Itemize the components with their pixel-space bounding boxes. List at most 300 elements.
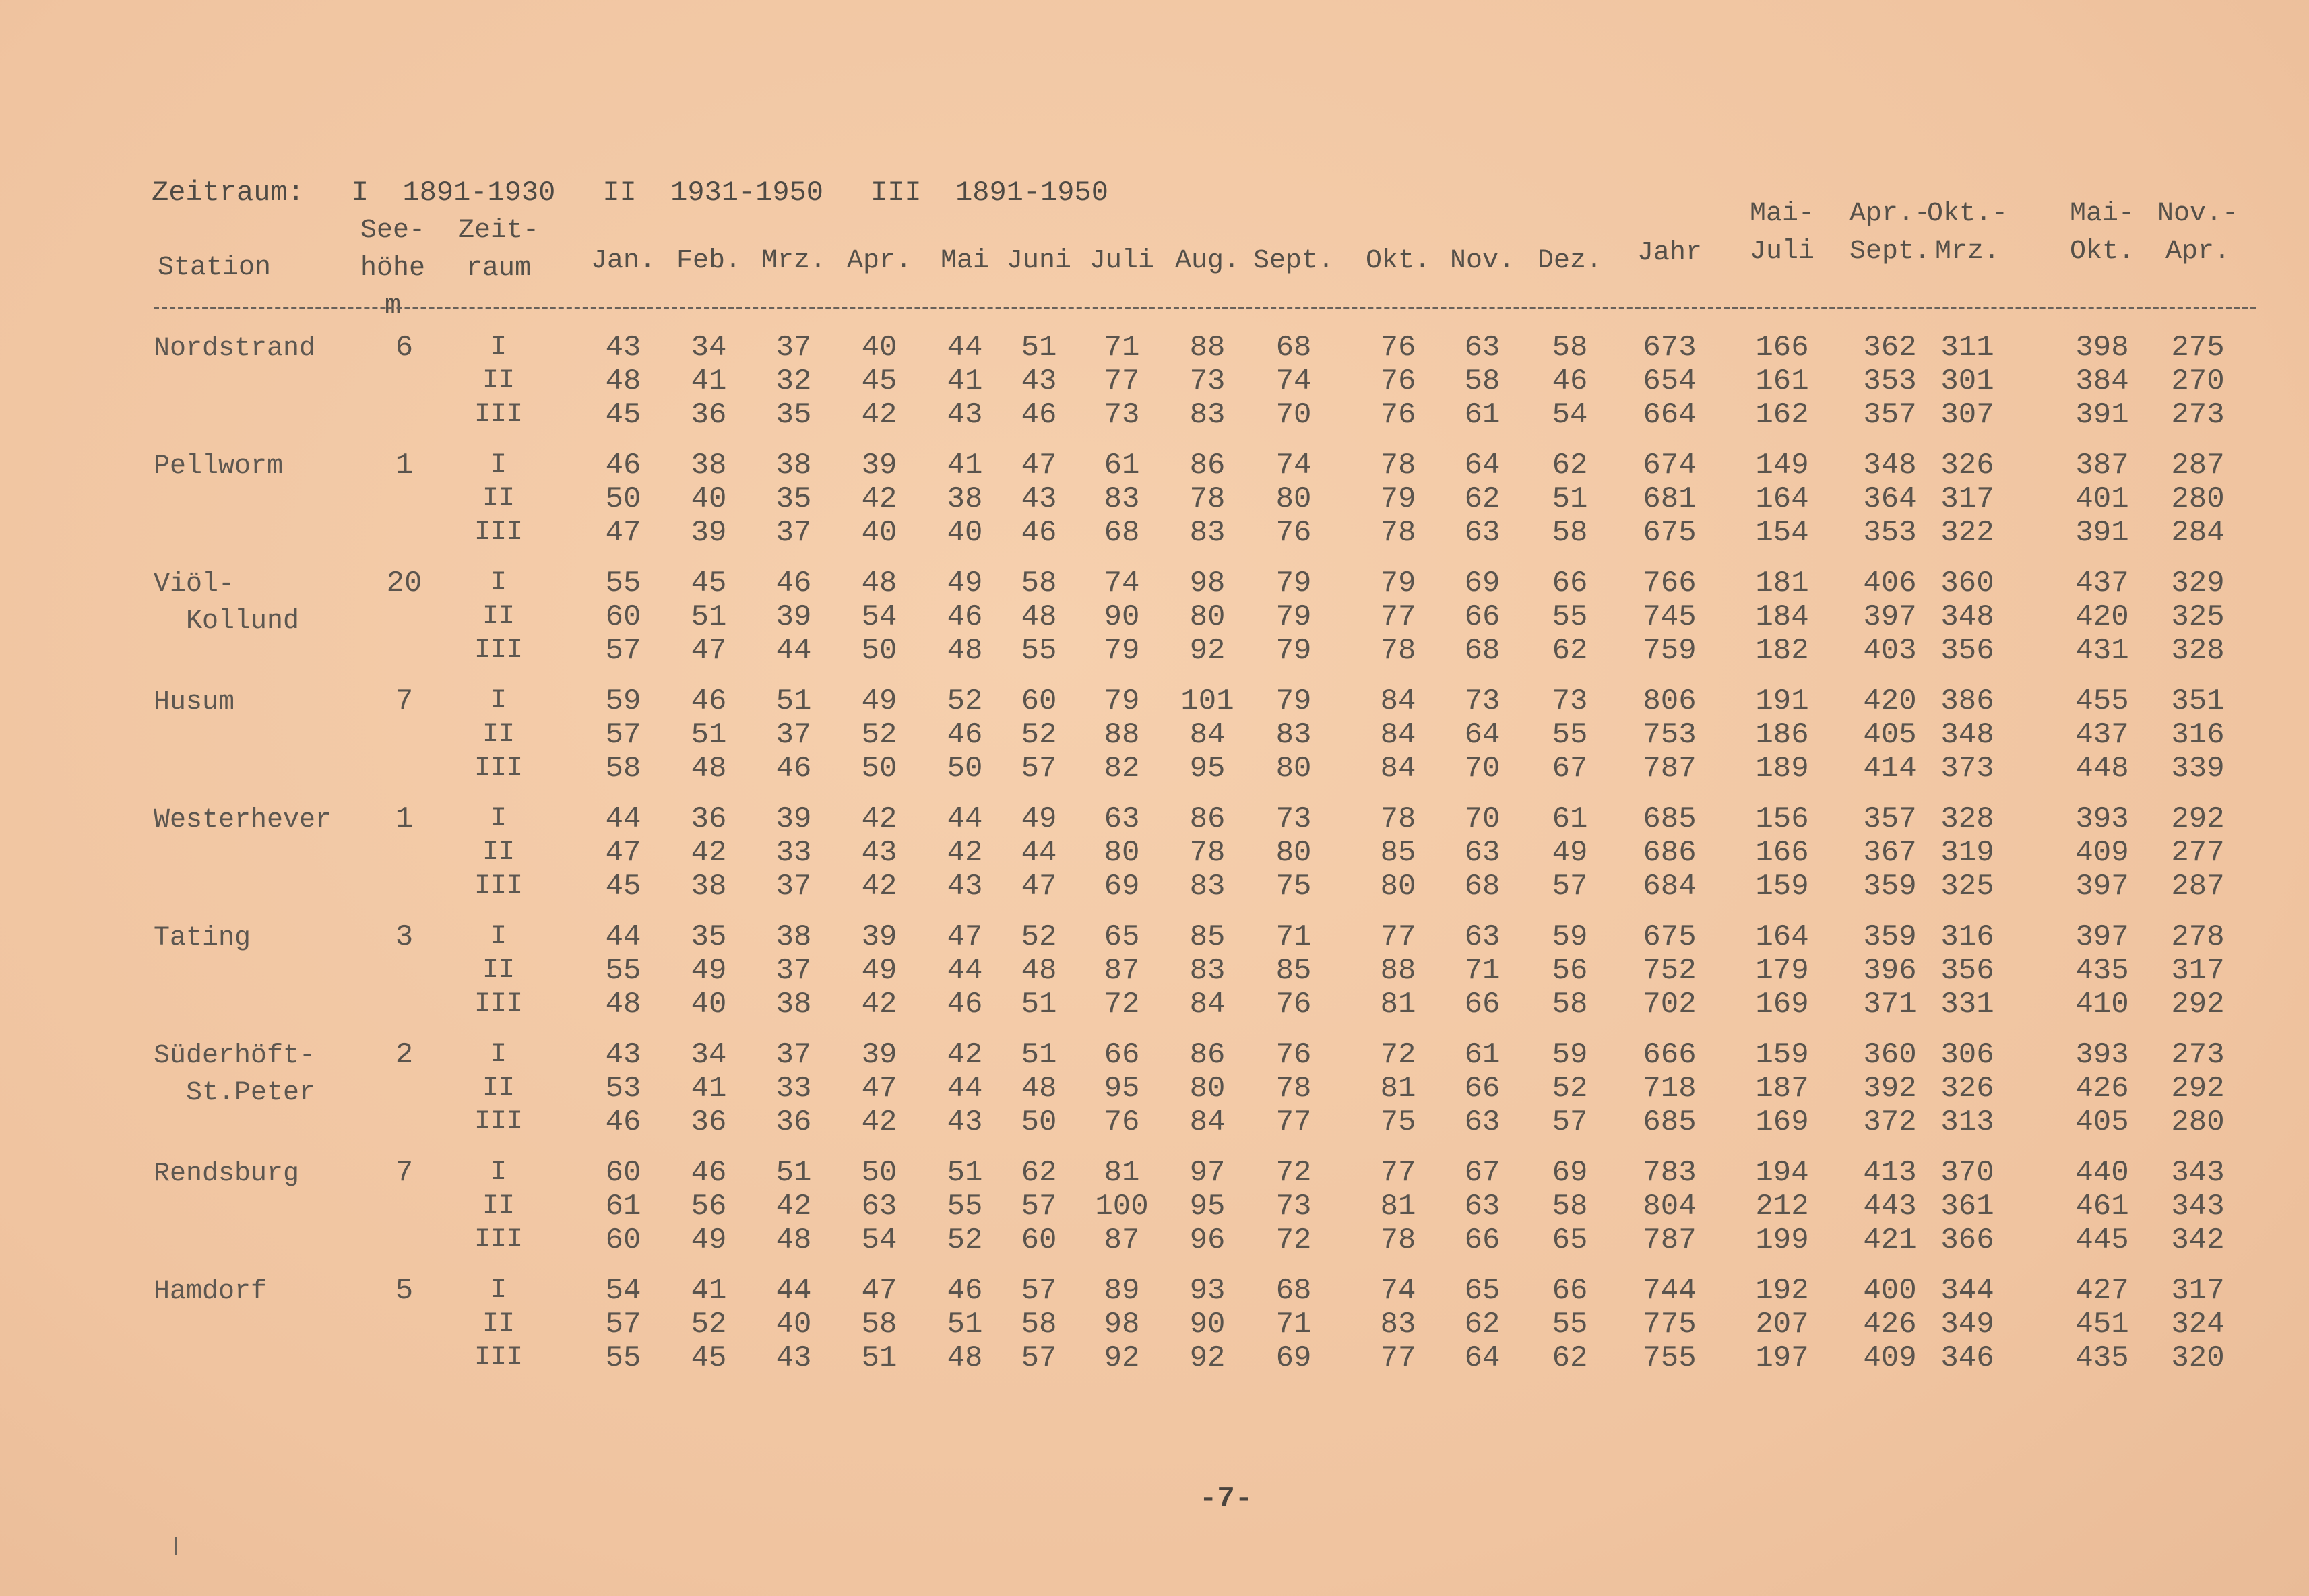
value-cell: 164 bbox=[1755, 482, 1809, 516]
header-month: Dez. bbox=[1537, 246, 1602, 276]
value-cell: 292 bbox=[2171, 988, 2225, 1021]
value-cell: 67 bbox=[1552, 752, 1588, 786]
value-cell: 331 bbox=[1940, 988, 1994, 1021]
value-cell: 74 bbox=[1275, 449, 1312, 482]
value-cell: 44 bbox=[776, 634, 812, 668]
value-cell: 396 bbox=[1863, 954, 1917, 988]
value-cell: 55 bbox=[605, 567, 641, 600]
value-cell: 353 bbox=[1863, 516, 1917, 550]
value-cell: 351 bbox=[2171, 684, 2225, 718]
value-cell: 80 bbox=[1189, 1072, 1226, 1106]
value-cell: 36 bbox=[691, 1106, 727, 1139]
value-cell: 51 bbox=[947, 1156, 983, 1190]
value-cell: 61 bbox=[605, 1190, 641, 1223]
value-cell: 79 bbox=[1104, 634, 1140, 668]
value-cell: 357 bbox=[1863, 398, 1917, 432]
value-cell: 93 bbox=[1189, 1274, 1226, 1308]
period-cell: II bbox=[482, 602, 515, 632]
value-cell: 79 bbox=[1104, 684, 1140, 718]
value-cell: 57 bbox=[605, 1308, 641, 1341]
value-cell: 65 bbox=[1552, 1223, 1588, 1257]
value-cell: 87 bbox=[1104, 1223, 1140, 1257]
station-name: Rendsburg bbox=[154, 1159, 300, 1189]
value-cell: 101 bbox=[1180, 684, 1234, 718]
value-cell: 684 bbox=[1643, 870, 1697, 903]
value-cell: 348 bbox=[1940, 718, 1994, 752]
value-cell: 59 bbox=[1552, 1038, 1588, 1072]
value-cell: 685 bbox=[1643, 1106, 1697, 1139]
value-cell: 745 bbox=[1643, 600, 1697, 634]
value-cell: 76 bbox=[1380, 398, 1416, 432]
period-cell: II bbox=[482, 837, 515, 868]
value-cell: 39 bbox=[861, 920, 897, 954]
value-cell: 63 bbox=[1464, 1190, 1500, 1223]
value-cell: 409 bbox=[2075, 836, 2129, 870]
value-cell: 84 bbox=[1189, 718, 1226, 752]
value-cell: 326 bbox=[1940, 449, 1994, 482]
value-cell: 71 bbox=[1275, 1308, 1312, 1341]
value-cell: 702 bbox=[1643, 988, 1697, 1021]
value-cell: 182 bbox=[1755, 634, 1809, 668]
value-cell: 448 bbox=[2075, 752, 2129, 786]
value-cell: 164 bbox=[1755, 920, 1809, 954]
station-name: Westerhever bbox=[154, 805, 332, 835]
value-cell: 47 bbox=[947, 920, 983, 954]
value-cell: 775 bbox=[1643, 1308, 1697, 1341]
value-cell: 273 bbox=[2171, 398, 2225, 432]
value-cell: 39 bbox=[776, 600, 812, 634]
value-cell: 184 bbox=[1755, 600, 1809, 634]
period-cell: II bbox=[482, 1073, 515, 1104]
value-cell: 37 bbox=[776, 1038, 812, 1072]
value-cell: 78 bbox=[1380, 449, 1416, 482]
value-cell: 78 bbox=[1380, 516, 1416, 550]
value-cell: 61 bbox=[1464, 398, 1500, 432]
value-cell: 41 bbox=[691, 364, 727, 398]
station-name: Hamdorf bbox=[154, 1277, 267, 1307]
value-cell: 348 bbox=[1940, 600, 1994, 634]
value-cell: 342 bbox=[2171, 1223, 2225, 1257]
value-cell: 685 bbox=[1643, 802, 1697, 836]
header-height: See- höhe m bbox=[360, 216, 425, 321]
value-cell: 52 bbox=[947, 684, 983, 718]
header-season-sum: Apr.- Sept. bbox=[1849, 199, 1931, 267]
value-cell: 339 bbox=[2171, 752, 2225, 786]
value-cell: 371 bbox=[1863, 988, 1917, 1021]
period-legend bbox=[152, 177, 1108, 209]
value-cell: 181 bbox=[1755, 567, 1809, 600]
value-cell: 45 bbox=[605, 398, 641, 432]
value-cell: 356 bbox=[1940, 634, 1994, 668]
header-month: Nov. bbox=[1449, 246, 1515, 276]
value-cell: 84 bbox=[1380, 684, 1416, 718]
value-cell: 37 bbox=[776, 516, 812, 550]
value-cell: 48 bbox=[947, 1341, 983, 1375]
value-cell: 384 bbox=[2075, 364, 2129, 398]
value-cell: 44 bbox=[605, 920, 641, 954]
value-cell: 199 bbox=[1755, 1223, 1809, 1257]
value-cell: 55 bbox=[947, 1190, 983, 1223]
value-cell: 49 bbox=[1552, 836, 1588, 870]
period-cell: II bbox=[482, 1191, 515, 1221]
value-cell: 57 bbox=[605, 718, 641, 752]
value-cell: 56 bbox=[1552, 954, 1588, 988]
value-cell: 50 bbox=[1021, 1106, 1057, 1139]
station-name: Süderhöft- St.Peter bbox=[154, 1041, 316, 1108]
value-cell: 440 bbox=[2075, 1156, 2129, 1190]
value-cell: 97 bbox=[1189, 1156, 1226, 1190]
value-cell: 443 bbox=[1863, 1190, 1917, 1223]
value-cell: 54 bbox=[861, 600, 897, 634]
value-cell: 759 bbox=[1643, 634, 1697, 668]
value-cell: 426 bbox=[1863, 1308, 1917, 1341]
value-cell: 273 bbox=[2171, 1038, 2225, 1072]
period-cell: I bbox=[490, 450, 507, 480]
value-cell: 161 bbox=[1755, 364, 1809, 398]
value-cell: 162 bbox=[1755, 398, 1809, 432]
value-cell: 72 bbox=[1275, 1156, 1312, 1190]
value-cell: 51 bbox=[1021, 1038, 1057, 1072]
station-height: 3 bbox=[395, 920, 414, 954]
value-cell: 55 bbox=[1552, 1308, 1588, 1341]
value-cell: 90 bbox=[1104, 600, 1140, 634]
value-cell: 179 bbox=[1755, 954, 1809, 988]
value-cell: 66 bbox=[1464, 1072, 1500, 1106]
value-cell: 169 bbox=[1755, 988, 1809, 1021]
value-cell: 49 bbox=[1021, 802, 1057, 836]
value-cell: 81 bbox=[1380, 1072, 1416, 1106]
value-cell: 89 bbox=[1104, 1274, 1140, 1308]
value-cell: 78 bbox=[1189, 482, 1226, 516]
value-cell: 287 bbox=[2171, 870, 2225, 903]
value-cell: 42 bbox=[861, 870, 897, 903]
value-cell: 33 bbox=[776, 836, 812, 870]
value-cell: 86 bbox=[1189, 1038, 1226, 1072]
value-cell: 41 bbox=[947, 449, 983, 482]
value-cell: 86 bbox=[1189, 449, 1226, 482]
value-cell: 45 bbox=[691, 567, 727, 600]
value-cell: 39 bbox=[861, 449, 897, 482]
value-cell: 51 bbox=[1021, 988, 1057, 1021]
value-cell: 85 bbox=[1275, 954, 1312, 988]
period-cell: III bbox=[474, 1225, 523, 1255]
value-cell: 76 bbox=[1275, 516, 1312, 550]
value-cell: 362 bbox=[1863, 331, 1917, 364]
value-cell: 58 bbox=[605, 752, 641, 786]
value-cell: 57 bbox=[1021, 1274, 1057, 1308]
value-cell: 366 bbox=[1940, 1223, 1994, 1257]
value-cell: 88 bbox=[1104, 718, 1140, 752]
value-cell: 50 bbox=[861, 634, 897, 668]
value-cell: 46 bbox=[691, 684, 727, 718]
value-cell: 37 bbox=[776, 718, 812, 752]
value-cell: 52 bbox=[947, 1223, 983, 1257]
value-cell: 92 bbox=[1104, 1341, 1140, 1375]
value-cell: 83 bbox=[1380, 1308, 1416, 1341]
header-divider bbox=[154, 307, 2256, 309]
value-cell: 95 bbox=[1189, 1190, 1226, 1223]
value-cell: 60 bbox=[1021, 1223, 1057, 1257]
value-cell: 70 bbox=[1275, 398, 1312, 432]
value-cell: 301 bbox=[1940, 364, 1994, 398]
value-cell: 46 bbox=[776, 752, 812, 786]
value-cell: 353 bbox=[1863, 364, 1917, 398]
value-cell: 344 bbox=[1940, 1274, 1994, 1308]
value-cell: 426 bbox=[2075, 1072, 2129, 1106]
value-cell: 357 bbox=[1863, 802, 1917, 836]
value-cell: 47 bbox=[1021, 870, 1057, 903]
value-cell: 63 bbox=[1464, 1106, 1500, 1139]
value-cell: 44 bbox=[947, 802, 983, 836]
value-cell: 34 bbox=[691, 1038, 727, 1072]
value-cell: 61 bbox=[1552, 802, 1588, 836]
value-cell: 405 bbox=[1863, 718, 1917, 752]
value-cell: 48 bbox=[605, 988, 641, 1021]
value-cell: 36 bbox=[691, 802, 727, 836]
value-cell: 46 bbox=[947, 718, 983, 752]
station-height: 1 bbox=[395, 449, 414, 482]
station-name: Viöl- Kollund bbox=[154, 569, 300, 637]
value-cell: 60 bbox=[605, 1223, 641, 1257]
value-cell: 44 bbox=[605, 802, 641, 836]
value-cell: 43 bbox=[861, 836, 897, 870]
value-cell: 52 bbox=[1021, 718, 1057, 752]
value-cell: 414 bbox=[1863, 752, 1917, 786]
value-cell: 47 bbox=[605, 836, 641, 870]
value-cell: 73 bbox=[1552, 684, 1588, 718]
value-cell: 58 bbox=[1021, 567, 1057, 600]
value-cell: 75 bbox=[1275, 870, 1312, 903]
value-cell: 82 bbox=[1104, 752, 1140, 786]
value-cell: 43 bbox=[1021, 482, 1057, 516]
period-cell: III bbox=[474, 989, 523, 1019]
value-cell: 61 bbox=[1464, 1038, 1500, 1072]
value-cell: 401 bbox=[2075, 482, 2129, 516]
header-period: Zeit- raum bbox=[457, 216, 540, 284]
value-cell: 46 bbox=[1552, 364, 1588, 398]
value-cell: 48 bbox=[1021, 600, 1057, 634]
value-cell: 43 bbox=[776, 1341, 812, 1375]
value-cell: 80 bbox=[1104, 836, 1140, 870]
value-cell: 37 bbox=[776, 954, 812, 988]
value-cell: 69 bbox=[1552, 1156, 1588, 1190]
value-cell: 57 bbox=[1021, 752, 1057, 786]
value-cell: 47 bbox=[1021, 449, 1057, 482]
value-cell: 43 bbox=[947, 398, 983, 432]
value-cell: 66 bbox=[1104, 1038, 1140, 1072]
value-cell: 40 bbox=[776, 1308, 812, 1341]
value-cell: 52 bbox=[1021, 920, 1057, 954]
value-cell: 76 bbox=[1380, 331, 1416, 364]
value-cell: 386 bbox=[1940, 684, 1994, 718]
value-cell: 391 bbox=[2075, 398, 2129, 432]
value-cell: 149 bbox=[1755, 449, 1809, 482]
value-cell: 317 bbox=[2171, 1274, 2225, 1308]
value-cell: 42 bbox=[947, 1038, 983, 1072]
value-cell: 85 bbox=[1189, 920, 1226, 954]
value-cell: 38 bbox=[691, 870, 727, 903]
value-cell: 51 bbox=[691, 600, 727, 634]
period-cell: II bbox=[482, 366, 515, 396]
value-cell: 39 bbox=[691, 516, 727, 550]
value-cell: 83 bbox=[1189, 398, 1226, 432]
period-cell: I bbox=[490, 1275, 507, 1306]
value-cell: 51 bbox=[861, 1341, 897, 1375]
value-cell: 43 bbox=[947, 870, 983, 903]
value-cell: 349 bbox=[1940, 1308, 1994, 1341]
header-season-sum: Nov.- Apr. bbox=[2157, 199, 2239, 267]
value-cell: 73 bbox=[1104, 398, 1140, 432]
value-cell: 36 bbox=[691, 398, 727, 432]
value-cell: 360 bbox=[1940, 567, 1994, 600]
value-cell: 58 bbox=[1552, 331, 1588, 364]
value-cell: 372 bbox=[1863, 1106, 1917, 1139]
value-cell: 32 bbox=[776, 364, 812, 398]
value-cell: 79 bbox=[1275, 684, 1312, 718]
value-cell: 52 bbox=[691, 1308, 727, 1341]
value-cell: 48 bbox=[1021, 954, 1057, 988]
value-cell: 73 bbox=[1464, 684, 1500, 718]
header-month: Mai bbox=[940, 246, 989, 276]
value-cell: 80 bbox=[1275, 836, 1312, 870]
value-cell: 49 bbox=[691, 1223, 727, 1257]
value-cell: 77 bbox=[1275, 1106, 1312, 1139]
value-cell: 40 bbox=[947, 516, 983, 550]
value-cell: 42 bbox=[861, 482, 897, 516]
station-height: 5 bbox=[395, 1274, 414, 1308]
value-cell: 159 bbox=[1755, 870, 1809, 903]
value-cell: 92 bbox=[1189, 634, 1226, 668]
value-cell: 44 bbox=[947, 954, 983, 988]
value-cell: 51 bbox=[947, 1308, 983, 1341]
value-cell: 44 bbox=[776, 1274, 812, 1308]
value-cell: 207 bbox=[1755, 1308, 1809, 1341]
value-cell: 38 bbox=[776, 988, 812, 1021]
period-cell: I bbox=[490, 804, 507, 834]
value-cell: 328 bbox=[2171, 634, 2225, 668]
value-cell: 49 bbox=[691, 954, 727, 988]
station-height: 6 bbox=[395, 331, 414, 364]
value-cell: 62 bbox=[1552, 449, 1588, 482]
value-cell: 319 bbox=[1940, 836, 1994, 870]
value-cell: 76 bbox=[1104, 1106, 1140, 1139]
value-cell: 80 bbox=[1380, 870, 1416, 903]
value-cell: 191 bbox=[1755, 684, 1809, 718]
value-cell: 88 bbox=[1189, 331, 1226, 364]
value-cell: 159 bbox=[1755, 1038, 1809, 1072]
value-cell: 40 bbox=[691, 482, 727, 516]
value-cell: 78 bbox=[1380, 634, 1416, 668]
value-cell: 71 bbox=[1275, 920, 1312, 954]
value-cell: 154 bbox=[1755, 516, 1809, 550]
value-cell: 55 bbox=[605, 954, 641, 988]
value-cell: 43 bbox=[605, 331, 641, 364]
value-cell: 421 bbox=[1863, 1223, 1917, 1257]
value-cell: 79 bbox=[1275, 634, 1312, 668]
value-cell: 78 bbox=[1275, 1072, 1312, 1106]
value-cell: 50 bbox=[605, 482, 641, 516]
value-cell: 322 bbox=[1940, 516, 1994, 550]
value-cell: 455 bbox=[2075, 684, 2129, 718]
value-cell: 397 bbox=[2075, 870, 2129, 903]
value-cell: 62 bbox=[1021, 1156, 1057, 1190]
value-cell: 85 bbox=[1380, 836, 1416, 870]
value-cell: 66 bbox=[1552, 567, 1588, 600]
value-cell: 52 bbox=[861, 718, 897, 752]
station-height: 7 bbox=[395, 684, 414, 718]
value-cell: 63 bbox=[1464, 920, 1500, 954]
value-cell: 755 bbox=[1643, 1341, 1697, 1375]
value-cell: 73 bbox=[1189, 364, 1226, 398]
header-year: Jahr bbox=[1637, 238, 1702, 268]
value-cell: 783 bbox=[1643, 1156, 1697, 1190]
value-cell: 66 bbox=[1552, 1274, 1588, 1308]
value-cell: 406 bbox=[1863, 567, 1917, 600]
station-height: 2 bbox=[395, 1038, 414, 1072]
value-cell: 391 bbox=[2075, 516, 2129, 550]
value-cell: 68 bbox=[1464, 634, 1500, 668]
value-cell: 62 bbox=[1464, 482, 1500, 516]
value-cell: 445 bbox=[2075, 1223, 2129, 1257]
value-cell: 48 bbox=[605, 364, 641, 398]
value-cell: 44 bbox=[947, 331, 983, 364]
value-cell: 77 bbox=[1104, 364, 1140, 398]
value-cell: 90 bbox=[1189, 1308, 1226, 1341]
period-iii: III 1891-1950 bbox=[871, 177, 1108, 209]
value-cell: 70 bbox=[1464, 802, 1500, 836]
value-cell: 40 bbox=[861, 516, 897, 550]
value-cell: 46 bbox=[1021, 516, 1057, 550]
value-cell: 57 bbox=[605, 634, 641, 668]
value-cell: 55 bbox=[1552, 600, 1588, 634]
value-cell: 84 bbox=[1189, 988, 1226, 1021]
value-cell: 189 bbox=[1755, 752, 1809, 786]
value-cell: 38 bbox=[947, 482, 983, 516]
value-cell: 52 bbox=[1552, 1072, 1588, 1106]
value-cell: 60 bbox=[605, 600, 641, 634]
value-cell: 98 bbox=[1104, 1308, 1140, 1341]
value-cell: 187 bbox=[1755, 1072, 1809, 1106]
value-cell: 54 bbox=[605, 1274, 641, 1308]
value-cell: 83 bbox=[1189, 870, 1226, 903]
value-cell: 166 bbox=[1755, 836, 1809, 870]
period-cell: I bbox=[490, 1040, 507, 1070]
value-cell: 673 bbox=[1643, 331, 1697, 364]
value-cell: 348 bbox=[1863, 449, 1917, 482]
value-cell: 77 bbox=[1380, 920, 1416, 954]
value-cell: 66 bbox=[1464, 988, 1500, 1021]
value-cell: 83 bbox=[1275, 718, 1312, 752]
value-cell: 437 bbox=[2075, 718, 2129, 752]
value-cell: 58 bbox=[1552, 988, 1588, 1021]
value-cell: 169 bbox=[1755, 1106, 1809, 1139]
value-cell: 278 bbox=[2171, 920, 2225, 954]
value-cell: 68 bbox=[1104, 516, 1140, 550]
header-season-sum: Mai- Okt. bbox=[2069, 199, 2134, 267]
value-cell: 50 bbox=[861, 752, 897, 786]
period-cell: I bbox=[490, 686, 507, 716]
header-month: Aug. bbox=[1174, 246, 1240, 276]
period-cell: III bbox=[474, 753, 523, 784]
value-cell: 405 bbox=[2075, 1106, 2129, 1139]
value-cell: 37 bbox=[776, 870, 812, 903]
value-cell: 78 bbox=[1380, 802, 1416, 836]
value-cell: 72 bbox=[1104, 988, 1140, 1021]
station-name: Pellworm bbox=[154, 451, 284, 482]
value-cell: 67 bbox=[1464, 1156, 1500, 1190]
value-cell: 451 bbox=[2075, 1308, 2129, 1341]
header-season-sum: Okt.- Mrz. bbox=[1926, 199, 2008, 267]
